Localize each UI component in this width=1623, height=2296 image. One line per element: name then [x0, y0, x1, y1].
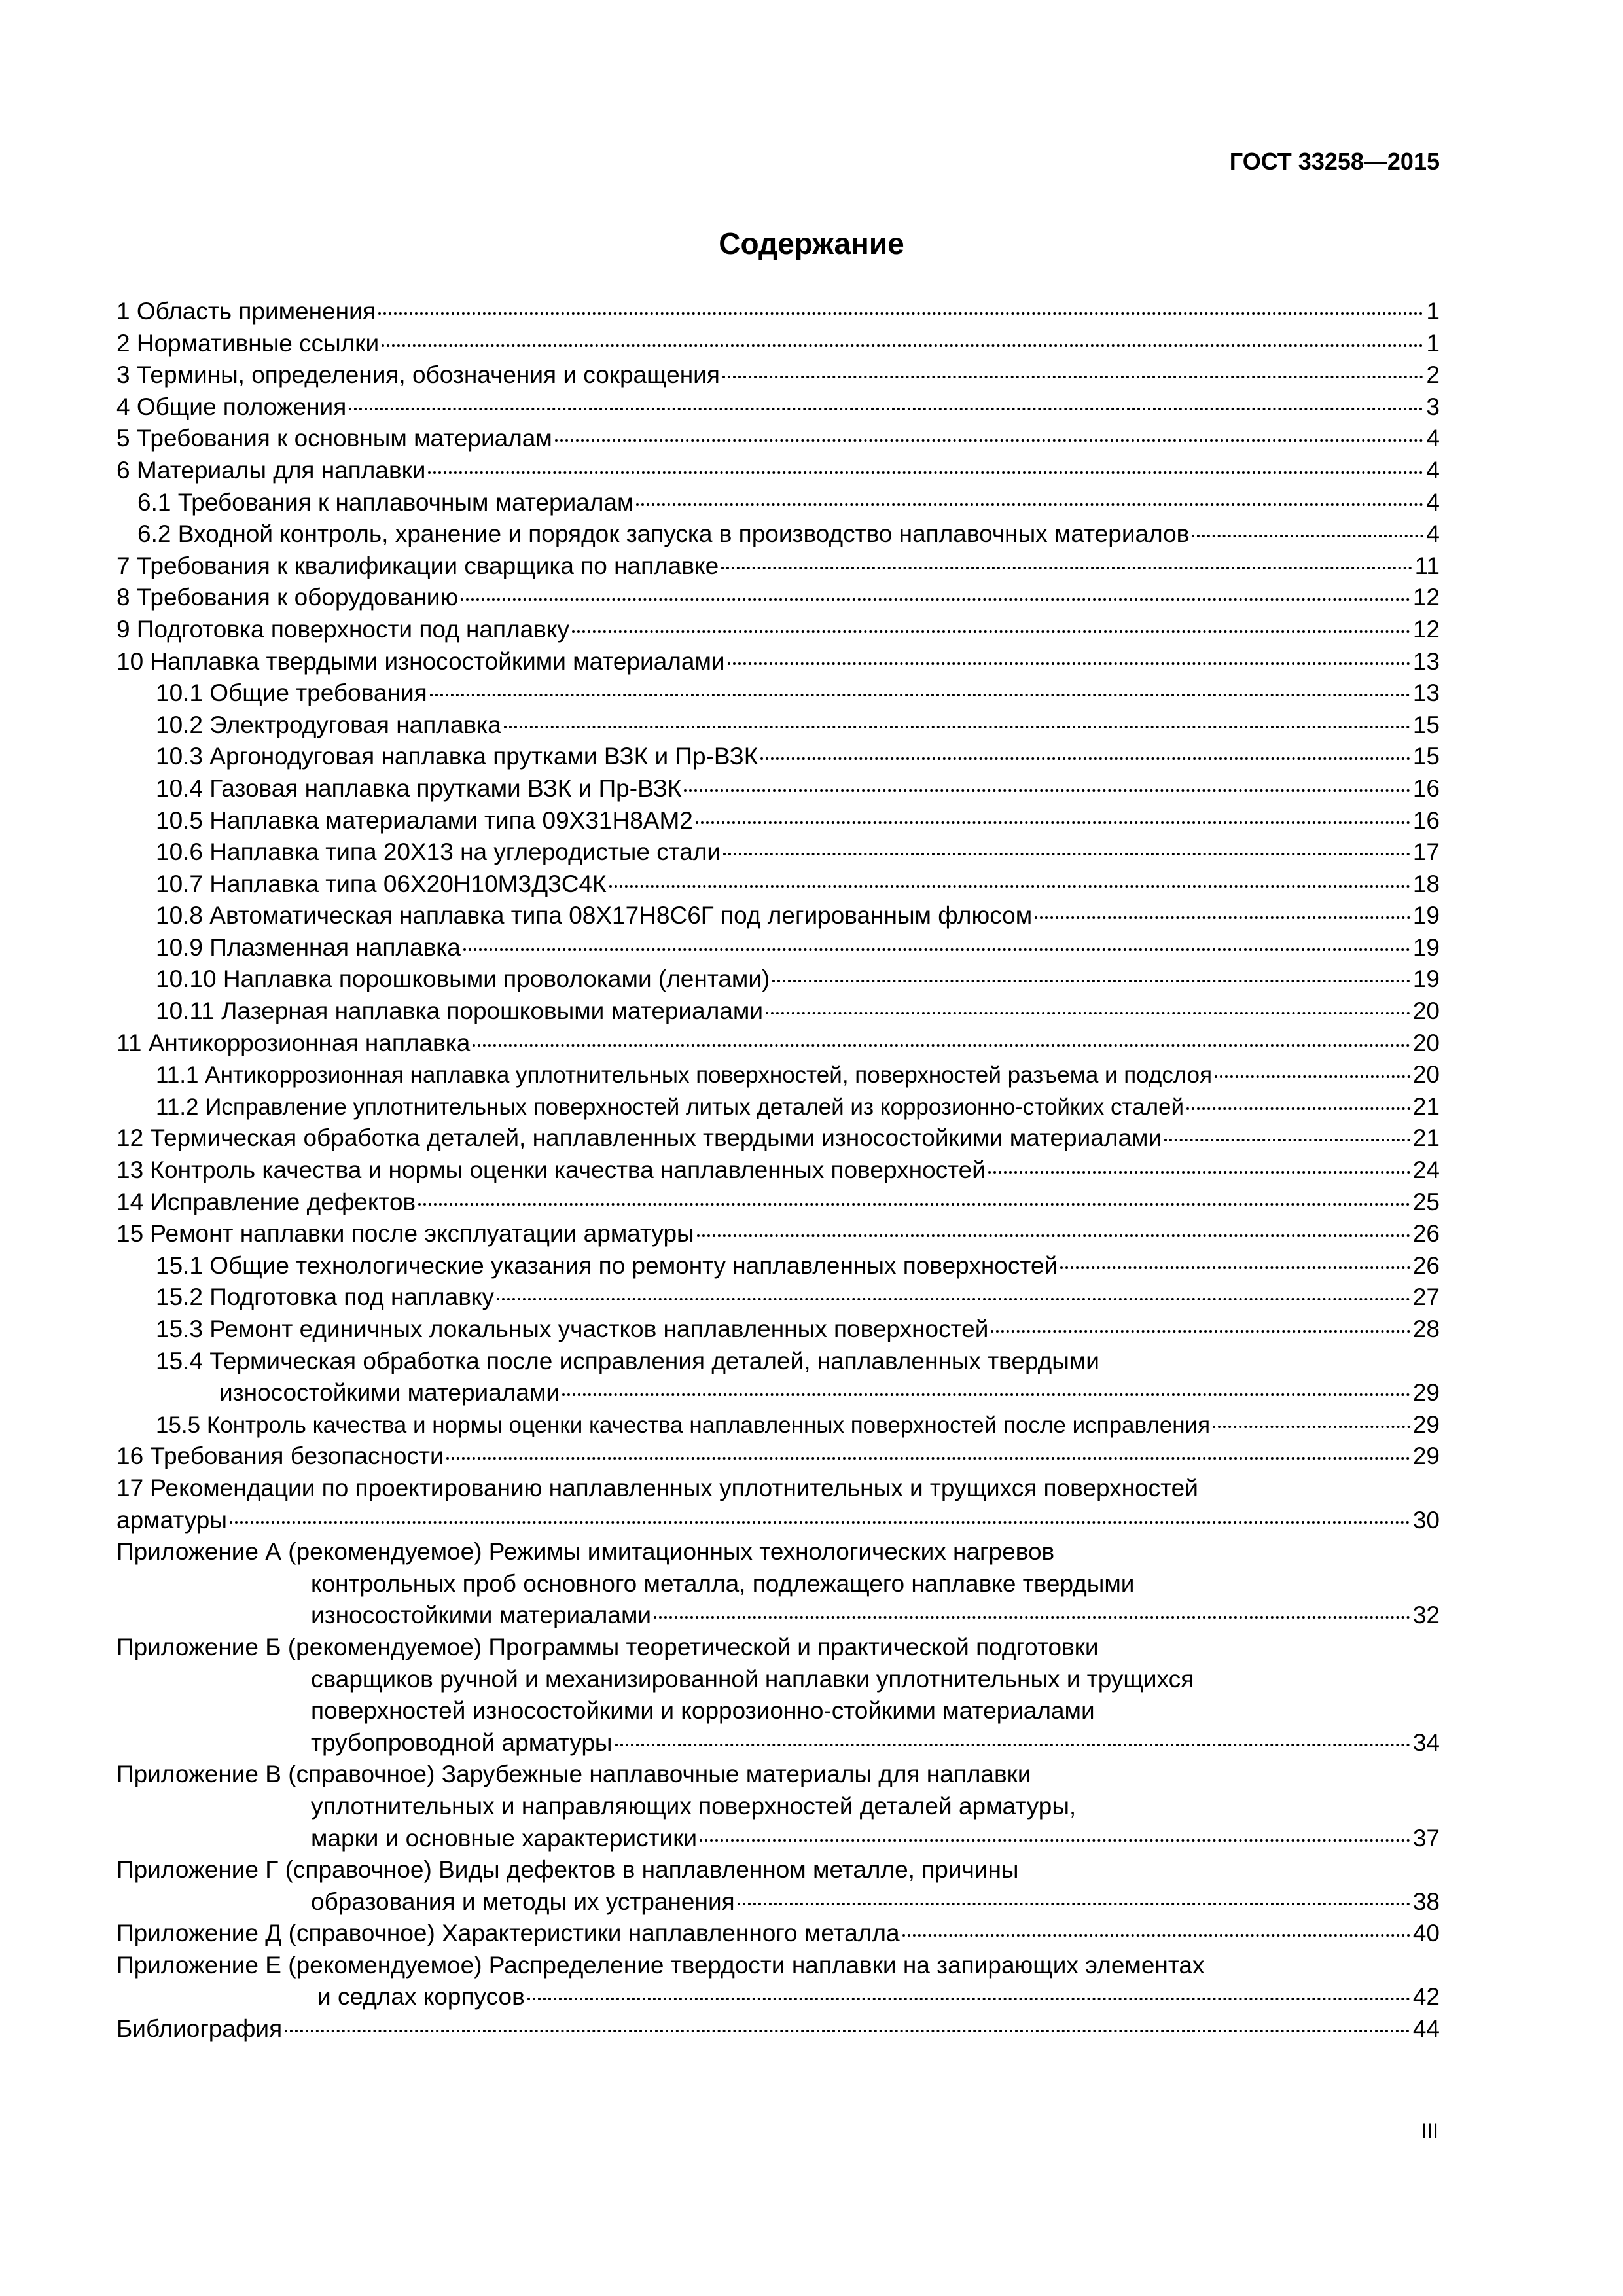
toc-page: 1 — [1426, 329, 1440, 357]
toc-page: 15 — [1412, 743, 1440, 770]
toc-entry — [116, 1282, 1440, 1314]
toc-label: 11 Антикоррозионная наплавка — [116, 1029, 471, 1056]
toc-page: 19 — [1412, 902, 1440, 929]
dot-leader — [728, 662, 1410, 665]
toc-label: 10.1 Общие требования — [156, 679, 427, 707]
toc-entry — [116, 741, 1440, 773]
toc-label: 10.5 Наплавка материалами типа 09Х31Н8АМ2 — [156, 806, 693, 834]
toc-label: Приложение А (рекомендуемое) Режимы имитационных технологических нагревов — [116, 1538, 1055, 1566]
toc-entry — [116, 1632, 1440, 1664]
toc-entry — [116, 614, 1440, 646]
toc-label: 17 Рекомендации по проектированию наплавленных уплотнительных и трущихся поверхностей — [116, 1474, 1198, 1501]
toc-entry — [116, 1536, 1440, 1568]
toc-label: поверхностей износостойкими и коррозионно-стойкими материалами — [311, 1697, 1095, 1725]
toc-page: 13 — [1412, 647, 1440, 675]
dot-leader — [684, 789, 1410, 792]
dot-leader — [760, 757, 1410, 760]
dot-leader — [738, 1903, 1410, 1905]
toc-label: Приложение В (справочное) Зарубежные наплавочные материалы для наплавки — [116, 1761, 1031, 1788]
toc-page: 27 — [1412, 1283, 1440, 1311]
toc-page: 24 — [1412, 1157, 1440, 1184]
toc-label: контрольных проб основного металла, подлежащего наплавке твердыми — [311, 1570, 1135, 1597]
dot-leader — [461, 598, 1410, 601]
toc-page: 18 — [1412, 870, 1440, 897]
dot-leader — [349, 408, 1423, 410]
toc-entry — [116, 487, 1440, 519]
toc-label: сварщиков ручной и механизированной наплавки уплотнительных и трущихся — [311, 1665, 1194, 1693]
toc-entry — [116, 1250, 1440, 1282]
toc-entry — [116, 996, 1440, 1028]
toc-entry — [116, 1473, 1440, 1505]
dot-leader — [1164, 1139, 1410, 1141]
toc-entry — [116, 1091, 1440, 1123]
dot-leader — [382, 344, 1423, 347]
toc-page: 12 — [1412, 615, 1440, 643]
toc-label: 15 Ремонт наплавки после эксплуатации арматуры — [116, 1220, 694, 1247]
toc-label: Библиография — [116, 2015, 283, 2043]
toc-page: 40 — [1412, 1920, 1440, 1947]
toc-page: 20 — [1412, 1061, 1440, 1088]
page-header: ГОСТ 33258—2015 — [1229, 148, 1440, 175]
toc-entry — [116, 1187, 1440, 1219]
toc-page: 26 — [1412, 1251, 1440, 1279]
dot-leader — [572, 630, 1410, 633]
dot-leader — [696, 821, 1410, 824]
toc-entry — [116, 900, 1440, 932]
toc-page: 30 — [1412, 1506, 1440, 1534]
toc-label: трубопроводной арматуры — [311, 1729, 613, 1756]
toc-label: уплотнительных и направляющих поверхностей деталей арматуры, — [311, 1792, 1077, 1820]
toc-label: 10.2 Электродуговая наплавка — [156, 711, 501, 738]
toc-entry — [116, 455, 1440, 487]
dot-leader — [697, 1234, 1410, 1237]
dot-leader — [562, 1393, 1410, 1396]
toc-label: 10.4 Газовая наплавка прутками ВЗК и Пр-ВЗК — [156, 774, 682, 802]
toc-label: 6 Материалы для наплавки — [116, 456, 426, 484]
toc-entry-continuation — [116, 1823, 1440, 1855]
dot-leader — [527, 1998, 1410, 2000]
toc-entry — [116, 1155, 1440, 1187]
toc-label: 5 Требования к основным материалам — [116, 425, 552, 452]
toc-page: 26 — [1412, 1220, 1440, 1247]
toc-label: 15.2 Подготовка под наплавку — [156, 1283, 494, 1311]
toc-entry — [116, 963, 1440, 996]
toc-page: 17 — [1412, 838, 1440, 866]
toc-page: 28 — [1412, 1316, 1440, 1342]
dot-leader — [772, 980, 1410, 982]
toc-entry — [116, 1918, 1440, 1950]
dot-leader — [378, 312, 1424, 315]
toc-label: 10.10 Наплавка порошковыми проволоками (лентами) — [156, 965, 770, 993]
toc-label: Приложение Д (справочное) Характеристики наплавленного металла — [116, 1920, 900, 1947]
dot-leader — [497, 1298, 1410, 1300]
toc-page: 12 — [1412, 584, 1440, 611]
dot-leader — [1215, 1075, 1410, 1078]
page-title: Содержание — [719, 226, 904, 260]
dot-leader — [473, 1044, 1410, 1047]
toc-label: 11.2 Исправление уплотнительных поверхностей литых деталей из коррозионно-стойких сталей — [156, 1094, 1185, 1120]
toc-page: 42 — [1412, 1983, 1440, 2011]
toc-entry — [116, 1059, 1440, 1091]
toc-entry — [116, 359, 1440, 391]
toc-page: 16 — [1412, 774, 1440, 802]
dot-leader — [723, 853, 1410, 855]
dot-leader — [430, 694, 1410, 696]
toc-label: арматуры — [116, 1506, 227, 1534]
page-number: III — [1421, 2119, 1438, 2143]
toc-page: 21 — [1412, 1092, 1440, 1120]
toc-entry-continuation — [116, 1791, 1440, 1823]
toc-entry — [116, 805, 1440, 837]
toc-page: 4 — [1426, 520, 1440, 548]
dot-leader — [1035, 916, 1410, 919]
dot-leader — [446, 1457, 1410, 1460]
toc-label: Приложение Г (справочное) Виды дефектов в наплавленном металле, причины — [116, 1856, 1019, 1884]
toc-entry — [116, 1409, 1440, 1441]
toc-page: 29 — [1412, 1410, 1440, 1438]
toc-page: 20 — [1412, 997, 1440, 1025]
dot-leader — [428, 471, 1423, 474]
toc-entry — [116, 423, 1440, 455]
toc-entry-continuation — [116, 1981, 1440, 2013]
toc-entry — [116, 932, 1440, 964]
toc-entry — [116, 1759, 1440, 1791]
toc-entry — [116, 582, 1440, 614]
dot-leader — [1192, 535, 1423, 537]
toc-label: 15.1 Общие технологические указания по ремонту наплавленных поверхностей — [156, 1251, 1058, 1279]
toc-entry — [116, 1441, 1440, 1473]
toc-label: 15.4 Термическая обработка после исправления деталей, наплавленных твердыми — [156, 1347, 1099, 1374]
dot-leader — [504, 726, 1410, 728]
toc-page: 4 — [1426, 425, 1440, 452]
toc-page: 19 — [1412, 933, 1440, 961]
dot-leader — [230, 1521, 1410, 1524]
toc-page: 15 — [1412, 711, 1440, 738]
dot-leader — [615, 1744, 1410, 1746]
dot-leader — [721, 567, 1412, 569]
toc-entry-continuation — [116, 1377, 1440, 1409]
toc-entry — [116, 869, 1440, 901]
toc-page: 25 — [1412, 1188, 1440, 1215]
toc-page: 13 — [1412, 679, 1440, 707]
toc-label: 10.6 Наплавка типа 20Х13 на углеродистые стали — [156, 838, 721, 866]
toc-entry — [116, 1122, 1440, 1155]
toc-page: 32 — [1412, 1602, 1440, 1629]
toc-label: 10.7 Наплавка типа 06Х20Н10М3Д3С4К — [156, 870, 607, 897]
toc-entry — [116, 1950, 1440, 1982]
toc-entry — [116, 550, 1440, 583]
toc-label: образования и методы их устранения — [311, 1888, 735, 1915]
toc-entry — [116, 1028, 1440, 1060]
toc-label: 6.2 Входной контроль, хранение и порядок запуска в производство наплавочных материалов — [137, 520, 1190, 548]
toc-page: 44 — [1412, 2015, 1440, 2043]
dot-leader — [463, 948, 1410, 951]
dot-leader — [1213, 1426, 1410, 1428]
toc-page: 20 — [1412, 1029, 1440, 1056]
dot-leader — [722, 376, 1424, 378]
toc-label: 10 Наплавка твердыми износостойкими материалами — [116, 647, 725, 675]
toc-label: износостойкими материалами — [311, 1602, 652, 1629]
toc-entry-continuation — [116, 1600, 1440, 1632]
toc-entry-continuation — [116, 1727, 1440, 1759]
dot-leader — [1060, 1266, 1410, 1269]
dot-leader — [418, 1203, 1410, 1206]
toc-entry — [116, 328, 1440, 360]
dot-leader — [902, 1934, 1410, 1937]
toc-page: 3 — [1426, 393, 1440, 420]
toc-page: 11 — [1414, 552, 1440, 579]
toc-page: 4 — [1426, 488, 1440, 516]
dot-leader — [654, 1616, 1410, 1619]
dot-leader — [988, 1171, 1410, 1174]
toc-entry-continuation — [116, 1505, 1440, 1537]
toc-entry-continuation — [116, 1568, 1440, 1600]
dot-leader — [766, 1012, 1410, 1014]
dot-leader — [609, 885, 1410, 888]
toc-label: Приложение Е (рекомендуемое) Распределение твердости наплавки на запирающих элементах — [116, 1951, 1205, 1979]
toc-label: 14 Исправление дефектов — [116, 1188, 416, 1215]
toc-entry-continuation — [116, 1886, 1440, 1918]
toc-label: и седлах корпусов — [317, 1983, 525, 2011]
toc-label: 3 Термины, определения, обозначения и сокращения — [116, 361, 720, 389]
toc-label: 10.11 Лазерная наплавка порошковыми материалами — [156, 997, 763, 1025]
dot-leader — [285, 2030, 1410, 2032]
toc-entry — [116, 677, 1440, 709]
toc-label: 15.3 Ремонт единичных локальных участков наплавленных поверхностей — [156, 1316, 989, 1342]
toc-page: 21 — [1412, 1124, 1440, 1152]
toc-entry — [116, 518, 1440, 550]
toc-page: 38 — [1412, 1888, 1440, 1915]
toc-label: 12 Термическая обработка деталей, наплавленных твердыми износостойкими материалами — [116, 1124, 1162, 1152]
toc-label: 9 Подготовка поверхности под наплавку — [116, 615, 570, 643]
toc-label: 10.3 Аргонодуговая наплавка прутками ВЗК и Пр-ВЗК — [156, 743, 758, 770]
toc-page: 16 — [1412, 806, 1440, 834]
toc-label: 13 Контроль качества и нормы оценки качества наплавленных поверхностей — [116, 1157, 986, 1184]
toc-entry — [116, 646, 1440, 678]
dot-leader — [555, 439, 1424, 442]
toc-label: марки и основные характеристики — [311, 1824, 698, 1852]
toc-label: 7 Требования к квалификации сварщика по наплавке — [116, 552, 719, 579]
toc-page: 29 — [1412, 1379, 1440, 1407]
toc-label: Приложение Б (рекомендуемое) Программы теоретической и практической подготовки — [116, 1633, 1099, 1660]
dot-leader — [636, 503, 1423, 506]
toc-label: 11.1 Антикоррозионная наплавка уплотнительных поверхностей, поверхностей разъема и подслоя — [156, 1062, 1213, 1088]
toc-entry-continuation — [116, 1695, 1440, 1727]
toc-entry — [116, 1854, 1440, 1886]
dot-leader — [1186, 1107, 1410, 1110]
toc-page: 19 — [1412, 965, 1440, 993]
toc-page: 34 — [1412, 1729, 1440, 1756]
toc-page: 37 — [1412, 1824, 1440, 1852]
toc-entry — [116, 296, 1440, 328]
toc-entry — [116, 773, 1440, 805]
toc-label: 2 Нормативные ссылки — [116, 329, 380, 357]
dot-leader — [700, 1839, 1410, 1842]
toc-label: 4 Общие положения — [116, 393, 347, 420]
toc-entry-continuation — [116, 1664, 1440, 1696]
toc-label: 8 Требования к оборудованию — [116, 584, 459, 611]
toc-entry — [116, 391, 1440, 423]
toc-entry — [116, 1346, 1440, 1378]
toc-entry — [116, 709, 1440, 742]
dot-leader — [991, 1330, 1410, 1333]
toc-label: износостойкими материалами — [219, 1379, 560, 1407]
toc-entry — [116, 2013, 1440, 2045]
toc-label: 6.1 Требования к наплавочным материалам — [137, 488, 634, 516]
toc-page: 4 — [1426, 456, 1440, 484]
toc-page: 29 — [1412, 1443, 1440, 1470]
toc-label: 15.5 Контроль качества и нормы оценки качества наплавленных поверхностей после исправления — [156, 1412, 1211, 1438]
toc-entry — [116, 836, 1440, 869]
toc-page: 1 — [1426, 298, 1440, 325]
toc-label: 10.9 Плазменная наплавка — [156, 933, 461, 961]
toc-label: 16 Требования безопасности — [116, 1443, 444, 1470]
toc-page: 2 — [1426, 361, 1440, 389]
table-of-contents — [116, 296, 1440, 2045]
toc-label: 10.8 Автоматическая наплавка типа 08Х17Н8С6Г под легированным флюсом — [156, 902, 1033, 929]
toc-label: 1 Область применения — [116, 298, 376, 325]
toc-entry — [116, 1218, 1440, 1250]
toc-entry — [116, 1314, 1440, 1346]
